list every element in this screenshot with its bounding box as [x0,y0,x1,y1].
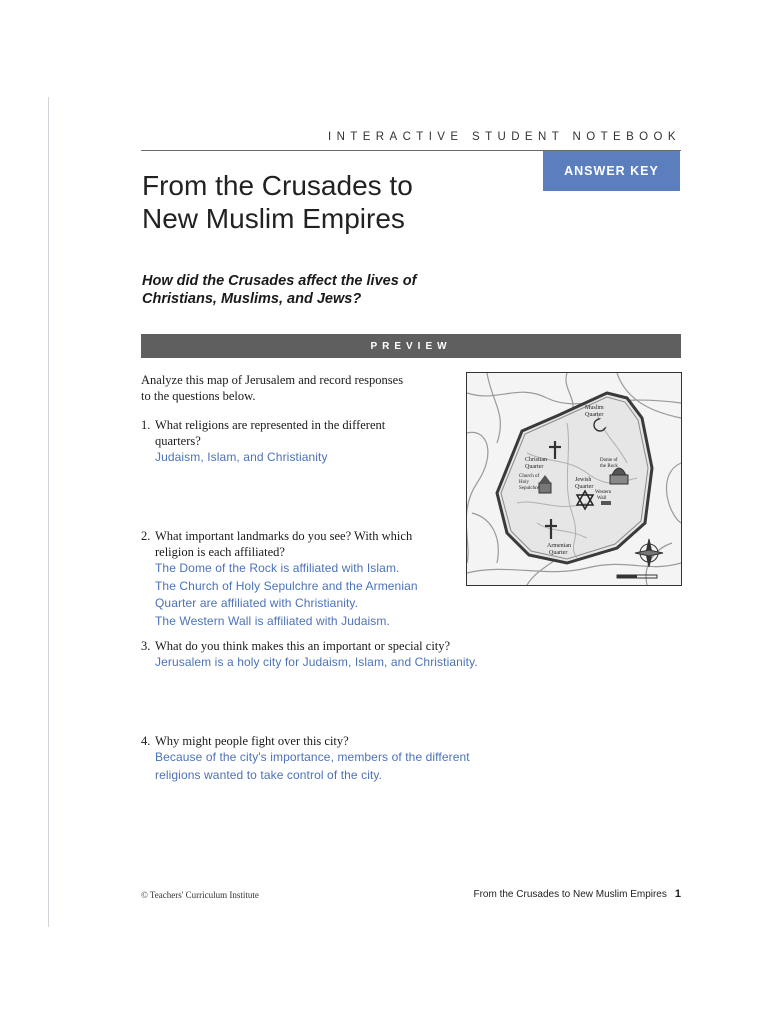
intro-text [141,372,441,404]
scale-bar [617,575,657,578]
answer-2-line-1: The Dome of the Rock is affiliated with Islam. [155,561,400,575]
western-wall-marker [601,501,611,505]
question-3 [141,638,541,672]
answer-2 [155,560,541,630]
answer-4-line-2: religions wanted to take control of the city. [155,767,383,782]
notebook-label: INTERACTIVE STUDENT NOTEBOOK [328,131,681,143]
essential-question-line-2: Christians, Muslims, and Jews? [142,291,362,307]
answer-4-line-1: Because of the city's importance, members of the different [155,750,470,764]
answer-3-line-1: Jerusalem is a holy city for Judaism, Islam, and Christianity. [155,655,478,669]
footer-chapter [449,888,681,900]
label-jewish-quarter-2: Quarter [575,484,594,490]
label-christian-quarter-1: Christian [525,457,547,463]
label-dome-1: Dome of [600,458,618,463]
label-church-3: Sepulchre [519,486,539,491]
question-2-number: 2. [141,529,151,543]
answer-3 [155,654,541,672]
question-2 [141,528,541,630]
label-christian-quarter-2: Quarter [525,464,544,470]
question-2-line-2: religion is each affiliated? [155,545,285,559]
page-margin-line [48,97,49,927]
question-2-line-1: What important landmarks do you see? With which [155,529,413,543]
footer-copyright: © Teachers' Curriculum Institute [141,890,259,900]
answer-2-line-4: The Western Wall is affiliated with Judaism. [155,613,390,628]
answer-key-badge: ANSWER KEY [543,151,680,191]
label-jewish-quarter-1: Jewish [575,477,592,483]
essential-question [142,272,562,308]
title-line-2: New Muslim Empires [142,203,405,234]
intro-line-1: Analyze this map of Jerusalem and record responses [141,373,404,387]
label-western-wall-2: Wall [597,496,607,501]
question-4-line-1: Why might people fight over this city? [155,734,349,748]
answer-2-line-3: Quarter are affiliated with Christianity. [155,596,359,610]
footer-chapter-title: From the Crusades to New Muslim Empires [473,889,667,900]
page-title [142,169,532,235]
label-muslim-quarter-1: Muslim [585,405,604,411]
answer-4 [155,749,541,784]
compass-rose-icon [635,539,663,567]
question-1-number: 1. [141,418,151,432]
answer-1 [155,449,541,467]
page-number: 1 [674,888,681,900]
label-western-wall-1: Western [595,490,612,495]
intro-line-2: to the questions below. [141,389,256,403]
question-1-line-2: quarters? [155,434,201,448]
question-4 [141,733,541,784]
answer-1-line-1: Judaism, Islam, and Christianity [155,450,328,464]
question-1 [141,417,541,467]
label-muslim-quarter-2: Quarter [585,412,604,418]
title-line-1: From the Crusades to [142,170,413,201]
label-dome-2: the Rock [600,464,618,469]
answer-2-line-2: The Church of Holy Sepulchre and the Armenian [155,578,418,593]
question-4-number: 4. [141,734,151,748]
essential-question-line-1: How did the Crusades affect the lives of [142,273,417,289]
label-church-2: Holy [519,480,529,485]
question-3-number: 3. [141,639,151,653]
label-armenian-quarter-1: Armenian [547,543,571,549]
preview-section-bar: PREVIEW [141,334,681,358]
question-3-line-1: What do you think makes this an important or special city? [155,639,451,653]
label-church-1: Church of [519,474,540,479]
label-armenian-quarter-2: Quarter [549,550,568,556]
question-1-line-1: What religions are represented in the different [155,418,386,432]
